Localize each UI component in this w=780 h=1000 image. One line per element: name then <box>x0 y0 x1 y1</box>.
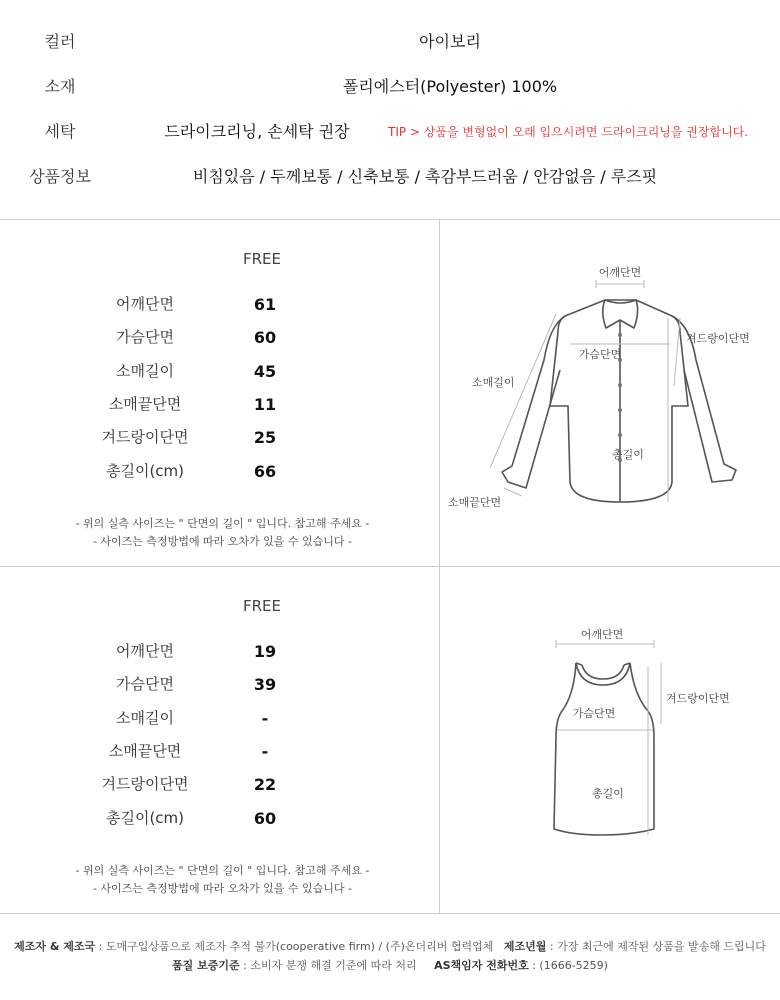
row-label: 소매끝단면 <box>108 742 182 760</box>
total-length-label: 총길이 <box>592 787 624 800</box>
size-note: - 사이즈는 측정방법에 따라 오차가 있을 수 있습니다 - <box>92 535 353 548</box>
row-value: 45 <box>253 362 277 381</box>
row-value: 11 <box>253 395 277 414</box>
row-label: 어깨단면 <box>116 642 174 660</box>
wash-value: 드라이크리닝, 손세탁 권장 <box>164 122 350 141</box>
table-row <box>0 355 439 388</box>
shoulder-width-label: 어깨단면 <box>598 266 642 279</box>
row-value: - <box>261 709 269 728</box>
wash-label: 세탁 <box>44 122 76 141</box>
color-value: 아이보리 <box>419 32 481 51</box>
vest-size-table <box>0 566 439 912</box>
table-row <box>0 802 439 835</box>
shirt-diagram <box>440 220 780 566</box>
row-value: 60 <box>253 809 277 828</box>
table-row <box>0 388 439 421</box>
table-row <box>0 735 439 768</box>
row-label: 소매길이 <box>116 362 174 380</box>
row-label: 가슴단면 <box>116 328 174 346</box>
size-note: - 위의 실측 사이즈는 " 단면의 길이 " 입니다. 참고해 주세요 - <box>75 864 370 877</box>
shirt-size-table <box>0 219 439 565</box>
row-value: 39 <box>253 675 277 694</box>
table-row <box>0 668 439 701</box>
color-label: 컬러 <box>44 32 76 51</box>
table-row <box>0 635 439 668</box>
row-value: 22 <box>253 775 277 794</box>
year-value: : 가장 최근에 제작된 상품을 발송해 드립니다 <box>549 940 766 953</box>
as-value: : (1666-5259) <box>532 959 608 972</box>
table-row <box>0 321 439 354</box>
wash-tip: TIP > 상품을 변형없이 오래 입으시려면 드라이크리닝을 권장합니다. <box>388 125 749 139</box>
footer-line-1 <box>0 938 780 954</box>
row-label: 소매끝단면 <box>108 395 182 413</box>
row-value: - <box>261 742 269 761</box>
armhole-width-label: 겨드랑이단면 <box>666 692 730 705</box>
size-header: FREE <box>242 597 281 615</box>
product-label: 상품정보 <box>29 167 91 186</box>
row-value: 19 <box>253 642 277 661</box>
row-label: 총길이(cm) <box>105 809 185 827</box>
shoulder-width-label: 어깨단면 <box>580 628 624 641</box>
maker-label: 제조자 & 제조국 <box>14 940 96 953</box>
warranty-label: 품질 보증기준 <box>172 959 240 972</box>
cuff-width-label: 소매끝단면 <box>448 496 502 509</box>
table-row <box>0 455 439 488</box>
info-row-color <box>0 22 780 62</box>
maker-value: : 도매구입상품으로 제조자 추적 불가(cooperative firm) / (주)온더리버 협력업체 <box>98 940 494 953</box>
product-value: 비침있음 / 두께보통 / 신축보통 / 촉감부드러움 / 안감없음 / 루즈핏 <box>192 167 658 186</box>
vest-illustration <box>440 567 780 913</box>
row-value: 60 <box>253 328 277 347</box>
size-note: - 위의 실측 사이즈는 " 단면의 길이 " 입니다. 참고해 주세요 - <box>75 517 370 530</box>
row-label: 소매길이 <box>116 709 174 727</box>
row-label: 겨드랑이단면 <box>101 428 189 446</box>
divider <box>0 913 780 914</box>
info-row-material <box>0 67 780 107</box>
chest-width-label: 가슴단면 <box>572 707 616 720</box>
size-header: FREE <box>242 250 281 268</box>
table-row <box>0 702 439 735</box>
as-label: AS책임자 전화번호 <box>434 959 529 972</box>
row-value: 66 <box>253 462 277 481</box>
info-row-wash <box>0 112 780 152</box>
row-value: 25 <box>253 428 277 447</box>
row-label: 총길이(cm) <box>105 462 185 480</box>
footer-line-2 <box>0 957 780 973</box>
table-row <box>0 768 439 801</box>
sleeve-length-label: 소매길이 <box>472 376 515 389</box>
material-label: 소재 <box>44 77 76 96</box>
armhole-width-label: 겨드랑이단면 <box>686 332 750 345</box>
row-label: 가슴단면 <box>116 675 174 693</box>
table-row <box>0 288 439 321</box>
shirt-illustration <box>440 220 780 566</box>
table-row <box>0 421 439 454</box>
warranty-value: : 소비자 분쟁 해결 기준에 따라 처리 <box>243 959 417 972</box>
row-label: 어깨단면 <box>116 295 174 313</box>
row-value: 61 <box>253 295 277 314</box>
year-label: 제조년월 <box>503 940 547 953</box>
total-length-label: 총길이 <box>612 448 644 461</box>
chest-width-label: 가슴단면 <box>578 348 622 361</box>
row-label: 겨드랑이단면 <box>101 775 189 793</box>
material-value: 폴리에스터(Polyester) 100% <box>342 77 558 96</box>
vest-diagram <box>440 567 780 913</box>
size-note: - 사이즈는 측정방법에 따라 오차가 있을 수 있습니다 - <box>92 882 353 895</box>
info-row-product <box>0 157 780 197</box>
